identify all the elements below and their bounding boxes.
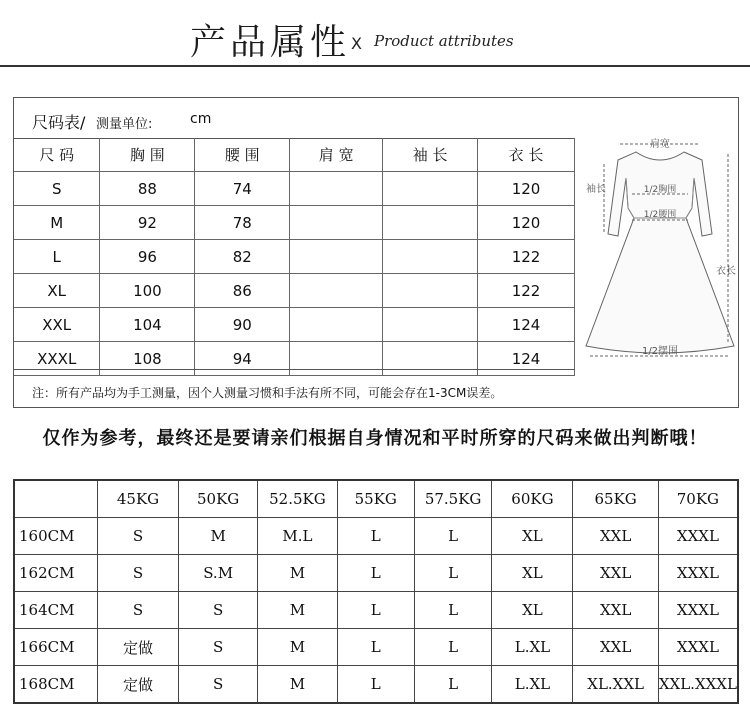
fit-table-cell: XL.XXL bbox=[573, 666, 658, 704]
size-chart-row bbox=[14, 274, 575, 308]
fit-table-row bbox=[14, 592, 738, 629]
size-chart-cell: 104 bbox=[100, 308, 195, 342]
fit-table-cell: M bbox=[258, 592, 337, 629]
diagram-shoulder-label: 肩宽 bbox=[650, 139, 670, 150]
fit-table-cell: M bbox=[258, 555, 337, 592]
height-row-header: 168CM bbox=[14, 666, 97, 704]
height-row-header: 162CM bbox=[14, 555, 97, 592]
fit-table-cell: S bbox=[97, 518, 178, 555]
fit-table-row bbox=[14, 629, 738, 666]
size-recommendation-table bbox=[13, 479, 739, 704]
fit-table-cell: L bbox=[414, 592, 492, 629]
fit-table-cell: L.XL bbox=[492, 629, 573, 666]
size-chart-cell: 86 bbox=[195, 274, 290, 308]
size-chart-row bbox=[14, 206, 575, 240]
size-chart-row bbox=[14, 172, 575, 206]
fit-table-cell: 定做 bbox=[97, 666, 178, 704]
size-chart-cell: 122 bbox=[478, 240, 575, 274]
fit-table-cell: XXL.XXXL bbox=[658, 666, 738, 704]
size-chart-cell bbox=[383, 240, 478, 274]
size-chart-cell: 120 bbox=[478, 206, 575, 240]
fit-table-cell: L.XL bbox=[492, 666, 573, 704]
size-chart-cell: L bbox=[14, 240, 100, 274]
page-header bbox=[0, 0, 750, 68]
size-chart-row bbox=[14, 308, 575, 342]
size-chart-cell: 90 bbox=[195, 308, 290, 342]
height-row-header: 164CM bbox=[14, 592, 97, 629]
fit-table-cell: S bbox=[97, 555, 178, 592]
weight-column-header: 50KG bbox=[179, 480, 258, 518]
fit-table-cell: XXL bbox=[573, 518, 658, 555]
fit-table-cell: XXXL bbox=[658, 555, 738, 592]
size-chart-cell: 122 bbox=[478, 274, 575, 308]
fit-table-cell: M bbox=[258, 629, 337, 666]
weight-column-header: 57.5KG bbox=[414, 480, 492, 518]
weight-column-header: 60KG bbox=[492, 480, 573, 518]
size-chart-cell: 108 bbox=[100, 342, 195, 376]
size-chart-row bbox=[14, 240, 575, 274]
diagram-waist-label: 1/2腰围 bbox=[643, 210, 677, 220]
size-chart-column-header: 腰 围 bbox=[195, 138, 290, 172]
diagram-length-label: 衣长 bbox=[716, 266, 736, 277]
size-chart-row bbox=[14, 342, 575, 376]
size-chart-column-header: 肩 宽 bbox=[290, 138, 383, 172]
size-chart-cell: 78 bbox=[195, 206, 290, 240]
fit-table-cell: XXXL bbox=[658, 592, 738, 629]
dress-diagram bbox=[580, 134, 740, 366]
size-chart-cell bbox=[383, 308, 478, 342]
size-chart-label: 尺码表/ bbox=[32, 113, 86, 132]
height-row-header: 160CM bbox=[14, 518, 97, 555]
fit-table-header-row bbox=[14, 480, 738, 518]
diagram-bust-label: 1/2胸围 bbox=[643, 185, 677, 195]
weight-column-header: 52.5KG bbox=[258, 480, 337, 518]
fit-table-row bbox=[14, 518, 738, 555]
fit-table-cell: XXL bbox=[573, 629, 658, 666]
fit-table-cell: L bbox=[414, 555, 492, 592]
size-chart-cell: 88 bbox=[100, 172, 195, 206]
size-chart-header-row bbox=[14, 138, 575, 172]
size-chart-column-header: 尺 码 bbox=[14, 138, 100, 172]
size-chart-header bbox=[14, 98, 575, 139]
size-chart-cell: 100 bbox=[100, 274, 195, 308]
fit-table-row bbox=[14, 555, 738, 592]
size-chart-cell bbox=[290, 308, 383, 342]
fit-table-cell: XL bbox=[492, 555, 573, 592]
title-separator: X bbox=[351, 34, 362, 53]
fit-table-cell: L bbox=[337, 592, 414, 629]
fit-table-cell: S bbox=[179, 629, 258, 666]
height-row-header: 166CM bbox=[14, 629, 97, 666]
fit-table-cell: M bbox=[258, 666, 337, 704]
diagram-hem-label: 1/2摆围 bbox=[641, 346, 679, 357]
size-chart-cell bbox=[383, 206, 478, 240]
header-divider bbox=[0, 65, 750, 67]
size-chart-cell: S bbox=[14, 172, 100, 206]
weight-column-header: 55KG bbox=[337, 480, 414, 518]
size-chart-cell: 120 bbox=[478, 172, 575, 206]
size-chart-column-header: 胸 围 bbox=[100, 138, 195, 172]
unit-label: 测量单位: bbox=[96, 117, 153, 132]
measurement-note: 注：所有产品均为手工测量，因个人测量习惯和手法有所不同，可能会存在1-3CM误差。 bbox=[32, 386, 503, 400]
size-chart-cell: 124 bbox=[478, 342, 575, 376]
size-chart-cell bbox=[290, 172, 383, 206]
size-chart-cell: 82 bbox=[195, 240, 290, 274]
fit-table-cell: S.M bbox=[179, 555, 258, 592]
size-chart-cell: XXXL bbox=[14, 342, 100, 376]
size-chart-cell: 124 bbox=[478, 308, 575, 342]
unit-value: cm bbox=[190, 111, 212, 127]
fit-table-cell: XXXL bbox=[658, 518, 738, 555]
weight-column-header: 45KG bbox=[97, 480, 178, 518]
size-chart-table bbox=[14, 138, 575, 376]
size-chart-cell: XL bbox=[14, 274, 100, 308]
size-chart-cell: 92 bbox=[100, 206, 195, 240]
fit-table-cell: S bbox=[179, 666, 258, 704]
size-chart-cell bbox=[383, 342, 478, 376]
size-chart-cell: 74 bbox=[195, 172, 290, 206]
advice-text: 仅作为参考，最终还是要请亲们根据自身情况和平时所穿的尺码来做出判断哦！ bbox=[42, 428, 708, 449]
fit-table-row bbox=[14, 666, 738, 704]
fit-table-cell: XXL bbox=[573, 555, 658, 592]
size-chart-panel bbox=[13, 97, 739, 408]
size-chart-cell bbox=[383, 172, 478, 206]
size-chart-cell: 96 bbox=[100, 240, 195, 274]
fit-table-cell: XL bbox=[492, 592, 573, 629]
fit-table-cell: L bbox=[414, 629, 492, 666]
weight-column-header: 70KG bbox=[658, 480, 738, 518]
size-chart-cell bbox=[383, 274, 478, 308]
size-chart-cell: XXL bbox=[14, 308, 100, 342]
fit-table-cell: L bbox=[414, 518, 492, 555]
weight-column-header: 65KG bbox=[573, 480, 658, 518]
fit-table-cell: M.L bbox=[258, 518, 337, 555]
fit-table-cell: 定做 bbox=[97, 629, 178, 666]
fit-table-cell: M bbox=[179, 518, 258, 555]
fit-table-cell: L bbox=[337, 666, 414, 704]
fit-table-cell: XXL bbox=[573, 592, 658, 629]
fit-table-cell: S bbox=[179, 592, 258, 629]
fit-table-cell: L bbox=[337, 629, 414, 666]
page-subtitle: Product attributes bbox=[374, 32, 514, 50]
size-chart-cell bbox=[290, 342, 383, 376]
note-divider bbox=[14, 369, 575, 370]
size-chart-cell bbox=[290, 274, 383, 308]
diagram-sleeve-label: 袖长 bbox=[586, 184, 606, 195]
weight-column-header bbox=[14, 480, 97, 518]
fit-table-cell: XL bbox=[492, 518, 573, 555]
fit-table-cell: L bbox=[337, 555, 414, 592]
size-chart-cell bbox=[290, 240, 383, 274]
size-chart-cell bbox=[290, 206, 383, 240]
size-chart-column-header: 袖 长 bbox=[383, 138, 478, 172]
size-chart-cell: 94 bbox=[195, 342, 290, 376]
fit-table-cell: S bbox=[97, 592, 178, 629]
page-title: 产品属性 bbox=[190, 22, 351, 63]
fit-table-cell: L bbox=[337, 518, 414, 555]
size-chart-cell: M bbox=[14, 206, 100, 240]
fit-table-cell: XXXL bbox=[658, 629, 738, 666]
fit-table-cell: L bbox=[414, 666, 492, 704]
size-chart-column-header: 衣 长 bbox=[478, 138, 575, 172]
